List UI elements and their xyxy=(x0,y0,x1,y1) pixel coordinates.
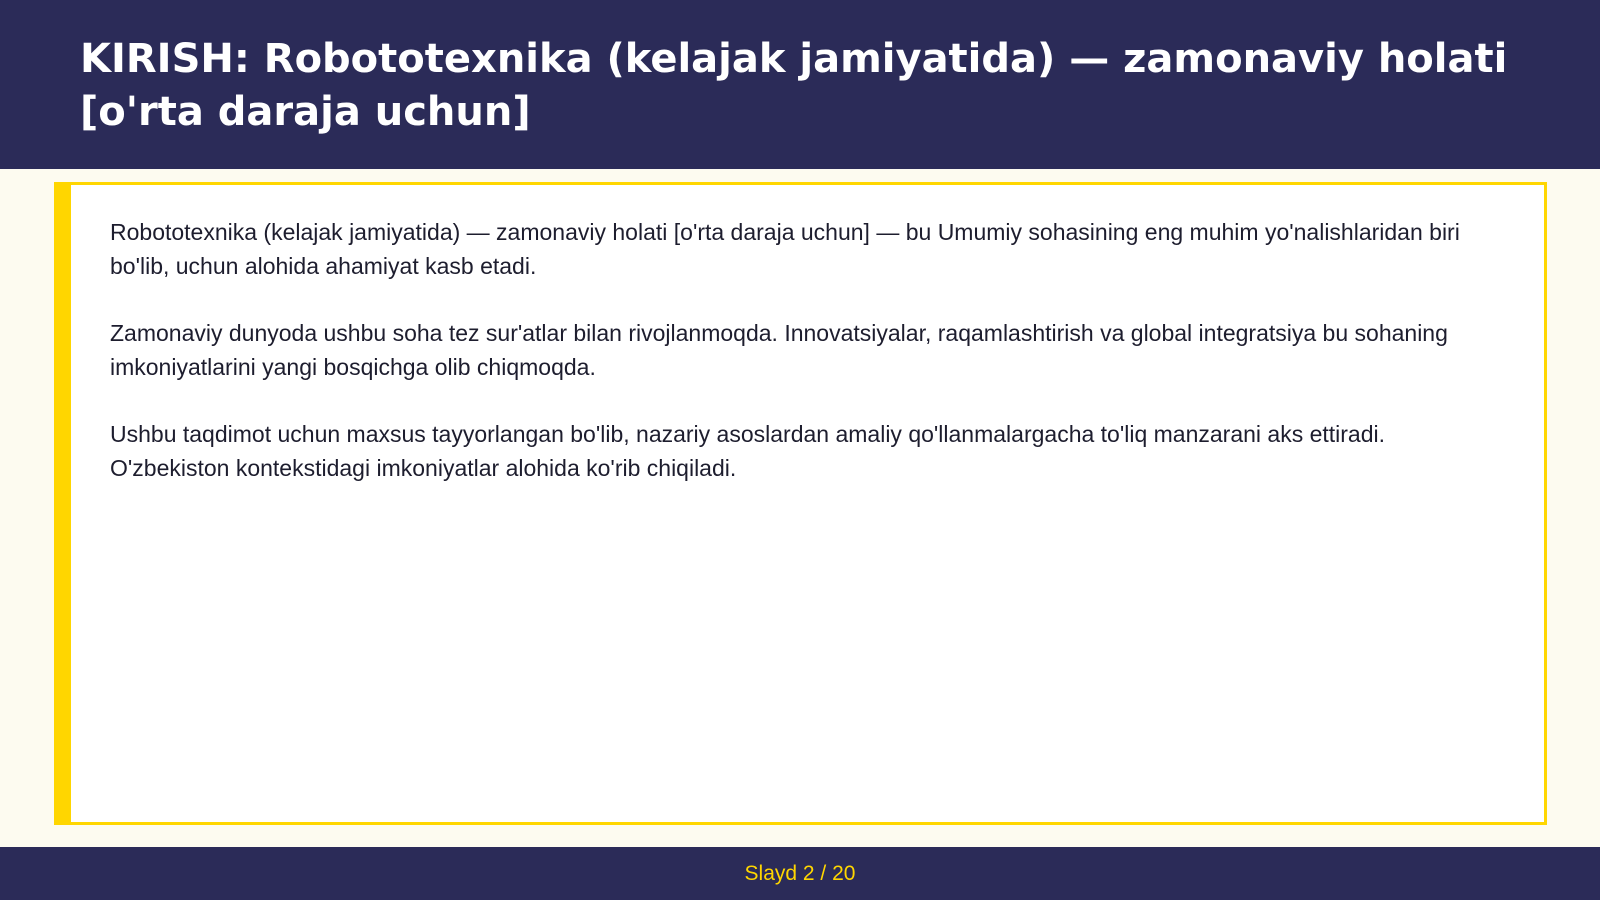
slide-title: KIRISH: Robototexnika (kelajak jamiyatida) — zamonaviy holati [o'rta daraja uchun] xyxy=(80,36,1508,135)
slide-counter: Slayd 2 / 20 xyxy=(744,861,856,885)
content-card xyxy=(54,182,1547,825)
content-paragraph-2: Zamonaviy dunyoda ushbu soha tez sur'atlar bilan rivojlanmoqda. Innovatsiyalar, raqamlashtirish va global integratsiya bu sohaning imkoniyatlarini yangi bosqichga olib chiqmoqda. xyxy=(110,320,1448,380)
content-paragraph-1: Robototexnika (kelajak jamiyatida) — zamonaviy holati [o'rta daraja uchun] — bu Umumiy sohasining eng muhim yo'nalishlaridan biri bo'lib, uchun alohida ahamiyat kasb etadi. xyxy=(110,219,1460,279)
slide-header xyxy=(0,0,1600,169)
content-paragraph-3: Ushbu taqdimot uchun maxsus tayyorlangan bo'lib, nazariy asoslardan amaliy qo'llanmalargacha to'liq manzarani aks ettiradi. O'zbekiston kontekstidagi imkoniyatlar alohida ko'rib chiqiladi. xyxy=(110,421,1386,481)
slide-footer xyxy=(0,847,1600,900)
